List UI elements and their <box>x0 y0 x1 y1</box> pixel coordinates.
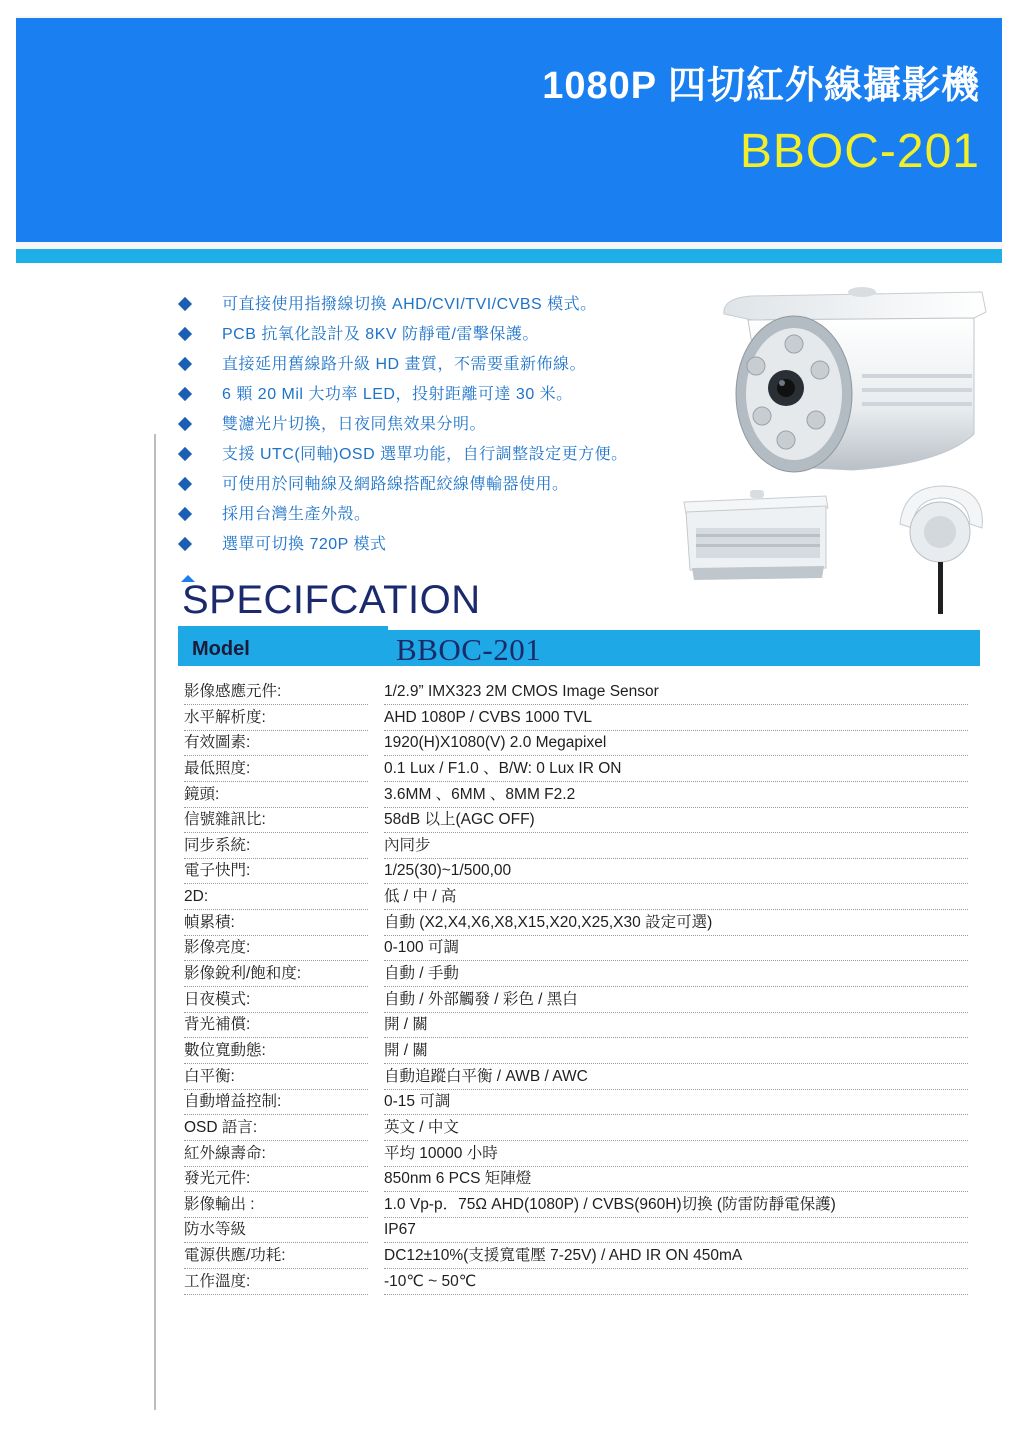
spec-key: 防水等級 <box>184 1218 368 1243</box>
feature-item <box>178 500 698 530</box>
spec-row <box>184 731 970 757</box>
model-number: BBOC-201 <box>739 125 980 178</box>
spec-value: 自動 / 外部觸發 / 彩色 / 黑白 <box>384 988 968 1013</box>
spec-value: 1/25(30)~1/500,00 <box>384 859 968 884</box>
spec-row <box>184 1039 970 1065</box>
spec-key: 幀累積: <box>184 911 368 936</box>
feature-item <box>178 380 698 410</box>
spec-row <box>184 911 970 937</box>
spec-row <box>184 680 970 706</box>
spec-row <box>184 706 970 732</box>
spec-key: 背光補償: <box>184 1013 368 1038</box>
camera-main-image <box>712 284 992 494</box>
spec-table <box>184 680 970 1295</box>
spec-value: 內同步 <box>384 834 968 859</box>
spec-key: 自動增益控制: <box>184 1090 368 1115</box>
model-label: Model <box>192 638 250 660</box>
feature-item <box>178 410 698 440</box>
spec-value: 0-100 可調 <box>384 936 968 961</box>
spec-row <box>184 808 970 834</box>
spec-value: 自動 (X2,X4,X6,X8,X15,X20,X25,X30 設定可選) <box>384 911 968 936</box>
camera-side-image <box>676 488 836 598</box>
spec-value: 平均 10000 小時 <box>384 1142 968 1167</box>
diamond-bullet-icon <box>178 417 192 431</box>
feature-item <box>178 350 698 380</box>
feature-text: 雙濾光片切換，日夜同焦效果分明。 <box>222 416 487 433</box>
diamond-bullet-icon <box>178 507 192 521</box>
spec-row <box>184 1244 970 1270</box>
spec-value: 58dB 以上(AGC OFF) <box>384 808 968 833</box>
diamond-bullet-icon <box>178 477 192 491</box>
spec-row <box>184 1167 970 1193</box>
spec-row <box>184 1013 970 1039</box>
spec-row <box>184 962 970 988</box>
feature-list <box>178 290 698 560</box>
spec-key: 信號雜訊比: <box>184 808 368 833</box>
spec-key: 鏡頭: <box>184 783 368 808</box>
spec-value: 1920(H)X1080(V) 2.0 Megapixel <box>384 731 968 756</box>
spec-row <box>184 885 970 911</box>
spec-row <box>184 834 970 860</box>
spec-row <box>184 1270 970 1296</box>
spec-key: 水平解析度: <box>184 706 368 731</box>
spec-key: 影像感應元件: <box>184 680 368 705</box>
spec-value: 開 / 關 <box>384 1013 968 1038</box>
spec-key: 影像輸出 : <box>184 1193 368 1218</box>
header-banner <box>16 18 1002 242</box>
spec-value: -10℃ ~ 50℃ <box>384 1270 968 1295</box>
spec-key: 數位寬動態: <box>184 1039 368 1064</box>
spec-row <box>184 1116 970 1142</box>
camera-front-image <box>890 484 990 614</box>
spec-value: DC12±10%(支援寬電壓 7-25V) / AHD IR ON 450mA <box>384 1244 968 1269</box>
model-value: BBOC-201 <box>396 632 542 667</box>
spec-row <box>184 1193 970 1219</box>
spec-key: 影像亮度: <box>184 936 368 961</box>
diamond-bullet-icon <box>178 387 192 401</box>
diamond-bullet-icon <box>178 357 192 371</box>
feature-text: 直接延用舊線路升級 HD 畫質，不需要重新佈線。 <box>222 356 587 373</box>
feature-text: 選單可切換 720P 模式 <box>222 536 387 553</box>
spec-key: 紅外線壽命: <box>184 1142 368 1167</box>
spec-row <box>184 783 970 809</box>
diamond-bullet-icon <box>178 327 192 341</box>
feature-item <box>178 440 698 470</box>
feature-item <box>178 470 698 500</box>
spec-row <box>184 1090 970 1116</box>
feature-text: 可直接使用指撥線切換 AHD/CVI/TVI/CVBS 模式。 <box>222 296 597 313</box>
spec-value: 1.0 Vp-p．75Ω AHD(1080P) / CVBS(960H)切換 (防雷防靜電保護) <box>384 1193 968 1218</box>
diamond-bullet-icon <box>178 447 192 461</box>
spec-value: 0.1 Lux / F1.0 、B/W: 0 Lux IR ON <box>384 757 968 782</box>
diamond-bullet-icon <box>178 297 192 311</box>
spec-key: 影像銳利/飽和度: <box>184 962 368 987</box>
spec-value: IP67 <box>384 1218 968 1243</box>
spec-value: 英文 / 中文 <box>384 1116 968 1141</box>
model-label-cell <box>178 626 388 666</box>
spec-value: 開 / 關 <box>384 1039 968 1064</box>
spec-value: 3.6MM 、6MM 、8MM F2.2 <box>384 783 968 808</box>
spec-key: 白平衡: <box>184 1065 368 1090</box>
spec-row <box>184 859 970 885</box>
spec-key: 有效圖素: <box>184 731 368 756</box>
header-stripe <box>16 249 1002 263</box>
left-divider <box>154 434 156 1410</box>
spec-key: 2D: <box>184 885 368 910</box>
spec-value: 0-15 可調 <box>384 1090 968 1115</box>
spec-value: 自動 / 手動 <box>384 962 968 987</box>
spec-key: OSD 語言: <box>184 1116 368 1141</box>
spec-value: AHD 1080P / CVBS 1000 TVL <box>384 706 968 731</box>
feature-text: 6 顆 20 Mil 大功率 LED，投射距離可達 30 米。 <box>222 386 573 403</box>
spec-heading: SPECIFCATION <box>182 578 481 622</box>
feature-item <box>178 530 698 560</box>
feature-text: 採用台灣生產外殼。 <box>222 506 371 523</box>
model-bar <box>178 626 980 666</box>
feature-item <box>178 320 698 350</box>
feature-text: PCB 抗氧化設計及 8KV 防靜電/雷擊保護。 <box>222 326 539 343</box>
feature-item <box>178 290 698 320</box>
spec-row <box>184 1065 970 1091</box>
diamond-bullet-icon <box>178 537 192 551</box>
page-title: 1080P 四切紅外線攝影機 <box>542 65 980 107</box>
feature-text: 支援 UTC(同軸)OSD 選單功能，自行調整設定更方便。 <box>222 446 628 463</box>
spec-row <box>184 936 970 962</box>
spec-key: 最低照度: <box>184 757 368 782</box>
spec-key: 同步系統: <box>184 834 368 859</box>
spec-key: 工作溫度: <box>184 1270 368 1295</box>
model-value-cell <box>388 626 980 666</box>
spec-key: 電源供應/功耗: <box>184 1244 368 1269</box>
spec-value: 850nm 6 PCS 矩陣燈 <box>384 1167 968 1192</box>
spec-row <box>184 988 970 1014</box>
spec-key: 日夜模式: <box>184 988 368 1013</box>
spec-value: 自動追蹤白平衡 / AWB / AWC <box>384 1065 968 1090</box>
spec-row <box>184 1142 970 1168</box>
spec-value: 低 / 中 / 高 <box>384 885 968 910</box>
spec-value: 1/2.9” IMX323 2M CMOS Image Sensor <box>384 680 968 705</box>
spec-row <box>184 1218 970 1244</box>
spec-key: 電子快門: <box>184 859 368 884</box>
feature-text: 可使用於同軸線及網路線搭配絞線傳輸器使用。 <box>222 476 569 493</box>
spec-key: 發光元件: <box>184 1167 368 1192</box>
spec-row <box>184 757 970 783</box>
